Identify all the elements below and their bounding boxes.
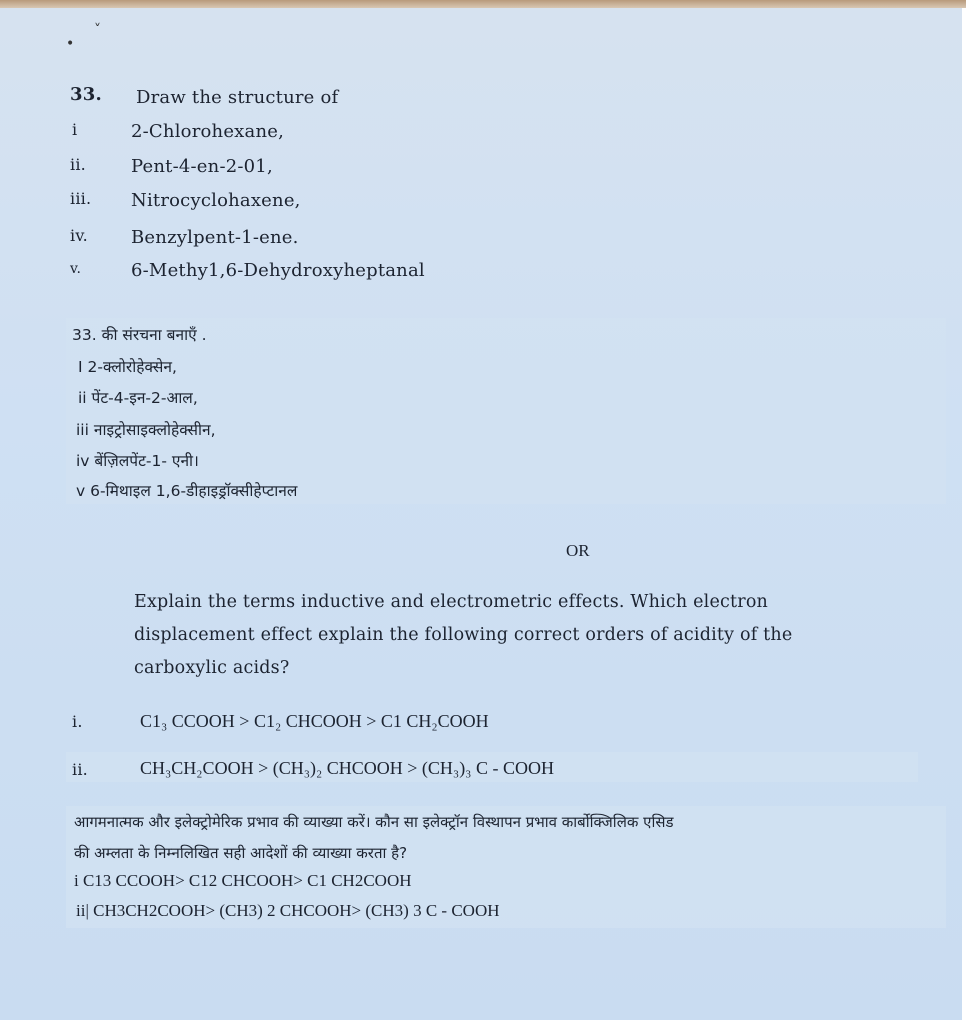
hindi-item: I 2-क्लोरोहेक्सेन,	[78, 358, 177, 376]
pen-mark: ˅	[94, 22, 101, 38]
hindi-explain-line: i C13 CCOOH> C12 CHCOOH> C1 CH2COOH	[74, 871, 412, 890]
item-marker: v.	[70, 261, 82, 277]
item-text: 2-Chlorohexane,	[131, 121, 285, 142]
hindi-heading: 33. की संरचना बनाएँ .	[72, 326, 207, 344]
or-label: OR	[566, 541, 590, 560]
hindi-item: iv बेंज़िलपेंट-1- एनी।	[76, 452, 199, 470]
item-text: Pent-4-en-2-01,	[131, 156, 273, 177]
item-marker: iii.	[70, 189, 92, 208]
hindi-item: v 6-मिथाइल 1,6-डीहाइड्रॉक्सीहेप्टानल	[76, 482, 298, 500]
order-marker: ii.	[72, 760, 88, 779]
order-marker: i.	[72, 712, 83, 731]
item-text: Nitrocyclohaxene,	[131, 190, 301, 211]
item-marker: ii.	[70, 155, 86, 174]
item-marker: iv.	[70, 226, 88, 245]
hindi-item: ii पेंट-4-इन-2-आल,	[78, 389, 198, 407]
explain-line: carboxylic acids?	[134, 658, 290, 678]
hindi-question-block	[66, 318, 946, 504]
hindi-item: iii नाइट्रोसाइक्लोहेक्सीन,	[76, 421, 216, 439]
question-prompt: Draw the structure of	[136, 87, 339, 108]
pen-mark: •	[66, 36, 75, 52]
order-formula: C1₃ CCOOH > C1₂ CHCOOH > C1 CH₂COOH	[140, 711, 489, 731]
paper-top-edge	[0, 0, 966, 8]
item-text: Benzylpent-1-ene.	[131, 227, 299, 248]
item-text: 6-Methy1,6-Dehydroxyheptanal	[131, 260, 425, 281]
explain-line: Explain the terms inductive and electrometric effects. Which electron	[134, 592, 769, 612]
explain-line: displacement effect explain the following correct orders of acidity of the	[134, 625, 793, 645]
hindi-explain-line: आगमनात्मक और इलेक्ट्रोमेरिक प्रभाव की व्याख्या करें। कौन सा इलेक्ट्रॉन विस्थापन प्रभाव कार्बोक्जिलिक एसिड	[74, 813, 674, 831]
hindi-explain-line: ii| CH3CH2COOH> (CH3) 2 CHCOOH> (CH3) 3 C - COOH	[76, 901, 500, 920]
order-formula: CH₃CH₂COOH > (CH₃)₂ CHCOOH > (CH₃)₃ C - COOH	[140, 758, 554, 778]
hindi-explain-line: की अम्लता के निम्नलिखित सही आदेशों की व्याख्या करता है?	[74, 844, 408, 862]
item-marker: i	[72, 120, 78, 139]
question-number: 33.	[70, 84, 102, 105]
